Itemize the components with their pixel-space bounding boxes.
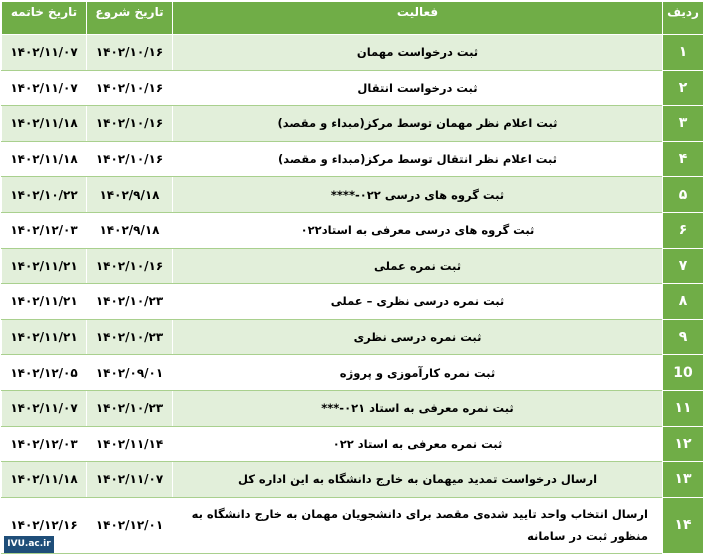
end-date-cell: ۱۴۰۲/۱۲/۰۵ [2,355,87,391]
end-date-cell: ۱۴۰۲/۱۰/۲۲ [2,177,87,213]
row-number: ۶ [663,212,704,248]
row-number: ۱۱ [663,390,704,426]
activity-cell: ثبت گروه های درسی ۰۲۲-**** [173,177,663,213]
activity-cell: ثبت اعلام نظر انتقال توسط مرکز(مبداء و مقصد) [173,141,663,177]
start-date-cell: ۱۴۰۲/۱۰/۱۶ [87,106,173,142]
activity-cell: ثبت نمره معرفی به استاد ۰۲۲ [173,426,663,462]
row-number: ۸ [663,284,704,320]
end-date-cell: ۱۴۰۲/۱۲/۰۳ [2,212,87,248]
start-date-cell: ۱۴۰۲/۱۰/۱۶ [87,141,173,177]
start-date-cell: ۱۴۰۲/۱۲/۰۱ [87,497,173,553]
end-date-cell: ۱۴۰۲/۱۱/۰۷ [2,390,87,426]
header-num: ردیف [663,2,704,35]
ivu-logo: IVU.ac.ir [4,536,54,553]
table-row [2,212,704,248]
start-date-cell: ۱۴۰۲/۱۰/۱۶ [87,248,173,284]
row-number: ۹ [663,319,704,355]
start-date-cell: ۱۴۰۲/۱۰/۲۳ [87,390,173,426]
start-date-cell: ۱۴۰۲/۱۰/۲۳ [87,319,173,355]
activity-cell: ثبت درخواست مهمان [173,35,663,71]
end-date-cell: ۱۴۰۲/۱۱/۱۸ [2,106,87,142]
table-row [2,248,704,284]
row-number: ۱۲ [663,426,704,462]
activity-cell: ثبت درخواست انتقال [173,70,663,106]
activity-cell: ثبت نمره عملی [173,248,663,284]
activity-cell: ارسال انتخاب واحد تایید شده‌ی مقصد برای دانشجویان مهمان به خارج دانشگاه به منظور ثبت در سامانه [173,497,663,553]
table-row [2,319,704,355]
activity-cell: ثبت نمره معرفی به استاد ۰۲۱-*** [173,390,663,426]
end-date-cell: ۱۴۰۲/۱۱/۰۷ [2,35,87,71]
start-date-cell: ۱۴۰۲/۹/۱۸ [87,212,173,248]
table-row [2,355,704,391]
activity-cell: ثبت نمره درسی نظری [173,319,663,355]
row-number: ۱۳ [663,462,704,498]
row-number: ۲ [663,70,704,106]
activity-cell: ثبت اعلام نظر مهمان توسط مرکز(مبداء و مقصد) [173,106,663,142]
table-row [2,141,704,177]
table-row [2,390,704,426]
end-date-cell: ۱۴۰۲/۱۱/۰۷ [2,70,87,106]
activity-cell: ثبت نمره کارآموزی و پروژه [173,355,663,391]
row-number: ۷ [663,248,704,284]
activity-cell: ثبت گروه های درسی معرفی به استاد۰۲۲ [173,212,663,248]
header-start-date: تاریخ شروع [87,2,173,35]
header-row [2,2,704,35]
table-row [2,497,704,553]
start-date-cell: ۱۴۰۲/۱۰/۱۶ [87,35,173,71]
end-date-cell: ۱۴۰۲/۱۱/۲۱ [2,284,87,320]
row-number: ۴ [663,141,704,177]
table-row [2,177,704,213]
row-number: ۱۴ [663,497,704,553]
table-row [2,106,704,142]
row-number: ۵ [663,177,704,213]
start-date-cell: ۱۴۰۲/۱۰/۱۶ [87,70,173,106]
table-row [2,35,704,71]
row-number: ۱ [663,35,704,71]
end-date-cell: ۱۴۰۲/۱۱/۱۸ [2,462,87,498]
start-date-cell: ۱۴۰۲/۱۱/۰۷ [87,462,173,498]
end-date-cell: ۱۴۰۲/۱۱/۲۱ [2,319,87,355]
header-end-date: تاریخ خاتمه [2,2,87,35]
start-date-cell: ۱۴۰۲/۱۱/۱۴ [87,426,173,462]
activity-cell: ثبت نمره درسی نظری – عملی [173,284,663,320]
start-date-cell: ۱۴۰۲/۹/۱۸ [87,177,173,213]
row-number: ۳ [663,106,704,142]
table-row [2,70,704,106]
end-date-cell: ۱۴۰۲/۱۱/۲۱ [2,248,87,284]
start-date-cell: ۱۴۰۲/۰۹/۰۱ [87,355,173,391]
table-row [2,462,704,498]
table-row [2,284,704,320]
schedule-table [1,1,704,554]
table-row [2,426,704,462]
activity-cell: ارسال درخواست تمدید میهمان به خارج دانشگاه به این اداره کل [173,462,663,498]
start-date-cell: ۱۴۰۲/۱۰/۲۳ [87,284,173,320]
row-number: 10 [663,355,704,391]
header-activity: فعالیت [173,2,663,35]
end-date-cell: ۱۴۰۲/۱۲/۱۶ [2,497,87,553]
end-date-cell: ۱۴۰۲/۱۲/۰۳ [2,426,87,462]
end-date-cell: ۱۴۰۲/۱۱/۱۸ [2,141,87,177]
